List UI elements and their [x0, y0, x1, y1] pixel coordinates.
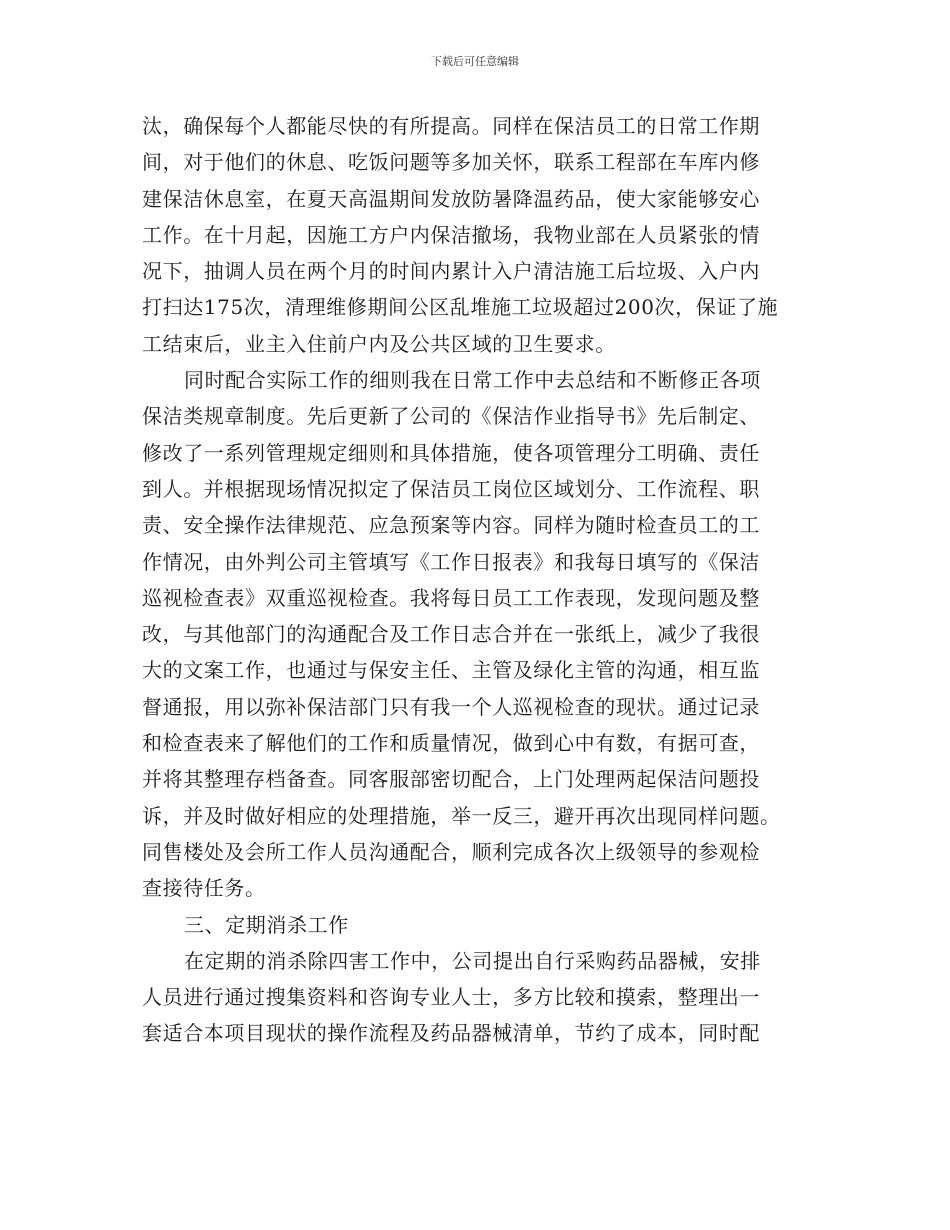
- text-line: 到人。并根据现场情况拟定了保洁员工岗位区域划分、工作流程、职: [142, 476, 760, 501]
- text-line: 同售楼处及会所工作人员沟通配合，顺利完成各次上级领导的参观检: [142, 839, 760, 864]
- text-line: 和检查表来了解他们的工作和质量情况，做到心中有数，有据可查，: [142, 731, 760, 756]
- text-line: 作情况，由外判公司主管填写《工作日报表》和我每日填写的《保洁: [142, 549, 760, 574]
- text-line: 改，与其他部门的沟通配合及工作日志合并在一张纸上，减少了我很: [142, 622, 760, 647]
- text-line: 巡视检查表》双重巡视检查。我将每日员工工作表现，发现问题及整: [142, 585, 760, 610]
- text-line: 三、定期消杀工作: [184, 912, 349, 937]
- text-line: 保洁类规章制度。先后更新了公司的《保洁作业指导书》先后制定、: [142, 404, 760, 429]
- text-line: 建保洁休息室，在夏天高温期间发放防暑降温药品，使大家能够安心: [142, 186, 760, 211]
- text-line: 同时配合实际工作的细则我在日常工作中去总结和不断修正各项: [184, 368, 761, 393]
- text-line: 责、安全操作法律规范、应急预案等内容。同样为随时检查员工的工: [142, 513, 760, 538]
- text-line: 查接待任务。: [142, 876, 266, 901]
- text-line: 大的文案工作，也通过与保安主任、主管及绿化主管的沟通，相互监: [142, 658, 760, 683]
- text-line: 况下，抽调人员在两个月的时间内累计入户清洁施工后垃圾、入户内: [142, 259, 760, 284]
- text-line: 在定期的消杀除四害工作中，公司提出自行采购药品器械，安排: [184, 948, 761, 973]
- text-line: 汰，确保每个人都能尽快的有所提高。同样在保洁员工的日常工作期: [142, 114, 760, 138]
- text-line: 工结束后，业主入住前户内及公共区域的卫生要求。: [142, 331, 616, 356]
- text-line: 间，对于他们的休息、吃饭问题等多加关怀，联系工程部在车库内修: [142, 150, 760, 175]
- text-line: 人员进行通过搜集资料和咨询专业人士，多方比较和摸索，整理出一: [142, 985, 760, 1010]
- document-body: [142, 108, 810, 1052]
- text-line: 并将其整理存档备查。同客服部密切配合，上门处理两起保洁问题投: [142, 767, 760, 792]
- text-line: 诉，并及时做好相应的处理措施，举一反三，避开再次出现同样问题。: [142, 803, 781, 828]
- text-line: 套适合本项目现状的操作流程及药品器械清单，节约了成本，同时配: [142, 1021, 760, 1046]
- text-line: 工作。在十月起，因施工方户内保洁撤场，我物业部在人员紧张的情: [142, 222, 760, 247]
- text-line: 督通报，用以弥补保洁部门只有我一个人巡视检查的现状。通过记录: [142, 694, 760, 719]
- text-line: 修改了一系列管理规定细则和具体措施，使各项管理分工明确、责任: [142, 440, 760, 465]
- text-line: 打扫达175次，清理维修期间公区乱堆施工垃圾超过200次，保证了施: [142, 295, 779, 320]
- page-header: 下载后可任意编辑: [431, 55, 519, 68]
